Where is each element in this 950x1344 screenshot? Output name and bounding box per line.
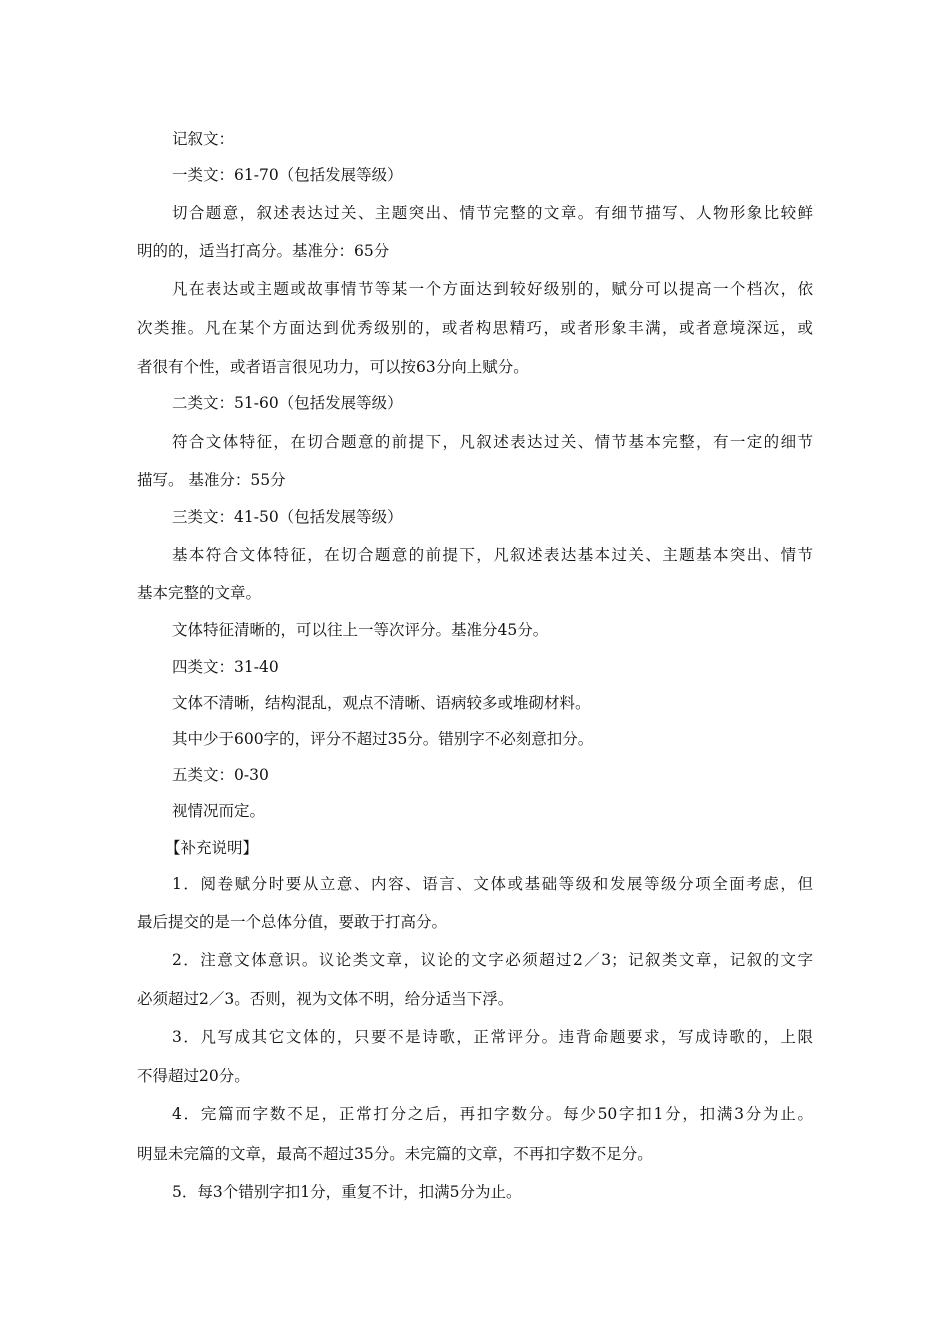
list-item-continuation: 最后提交的是一个总体分值，要敢于打高分。 [137,913,448,931]
list-item: 5．每3个错别字扣1分，重复不计，扣满5分为止。 [172,1183,522,1201]
grade-heading-1: 一类文：61-70（包括发展等级） [172,166,403,184]
supplement-heading: 【补充说明】 [165,839,259,857]
paragraph-line: 文体不清晰，结构混乱，观点不清晰、语病较多或堆砌材料。 [172,694,591,712]
list-item: 4．完篇而字数不足，正常打分之后，再扣字数分。每少50字扣1分，扣满3分为止。 [172,1105,813,1123]
paragraph-line: 切合题意，叙述表达过关、主题突出、情节完整的文章。有细节描写、人物形象比较鲜 [172,204,813,222]
paragraph-line: 凡在表达或主题或故事情节等某一个方面达到较好级别的，赋分可以提高一个档次，依 [172,280,813,298]
section-heading-narrative: 记叙文： [172,130,235,148]
grade-heading-3: 三类文：41-50（包括发展等级） [172,508,403,526]
list-item: 1．阅卷赋分时要从立意、内容、语言、文体或基础等级和发展等级分项全面考虑，但 [172,875,813,893]
paragraph-line: 符合文体特征，在切合题意的前提下，凡叙述表达过关、情节基本完整，有一定的细节 [172,433,813,451]
paragraph-line: 明的的，适当打高分。基准分：65分 [137,242,390,260]
paragraph-line: 描写。 基准分：55分 [137,471,286,489]
grade-heading-5: 五类文：0-30 [172,766,269,784]
grade-heading-4: 四类文：31-40 [172,658,279,676]
paragraph-line: 者很有个性，或者语言很见功力，可以按63分向上赋分。 [137,358,529,376]
list-item: 2．注意文体意识。议论类文章，议论的文字必须超过2／3；记叙类文章，记叙的文字 [172,951,813,969]
grade-heading-2: 二类文：51-60（包括发展等级） [172,394,403,412]
list-item-continuation: 必须超过2／3。否则，视为文体不明，给分适当下浮。 [137,990,514,1008]
paragraph-line: 文体特征清晰的，可以往上一等次评分。基准分45分。 [172,621,549,639]
paragraph-line: 基本符合文体特征，在切合题意的前提下，凡叙述表达基本过关、主题基本突出、情节 [172,546,813,564]
paragraph-line: 次类推。凡在某个方面达到优秀级别的，或者构思精巧，或者形象丰满，或者意境深远，或 [137,319,813,337]
paragraph-line: 基本完整的文章。 [137,584,262,602]
paragraph-line: 视情况而定。 [172,802,266,820]
list-item-continuation: 不得超过20分。 [137,1067,250,1085]
list-item: 3．凡写成其它文体的，只要不是诗歌，正常评分。违背命题要求，写成诗歌的，上限 [172,1028,813,1046]
paragraph-line: 其中少于600字的，评分不超过35分。错别字不必刻意扣分。 [172,730,594,748]
list-item-continuation: 明显未完篇的文章，最高不超过35分。未完篇的文章，不再扣字数不足分。 [137,1145,653,1163]
